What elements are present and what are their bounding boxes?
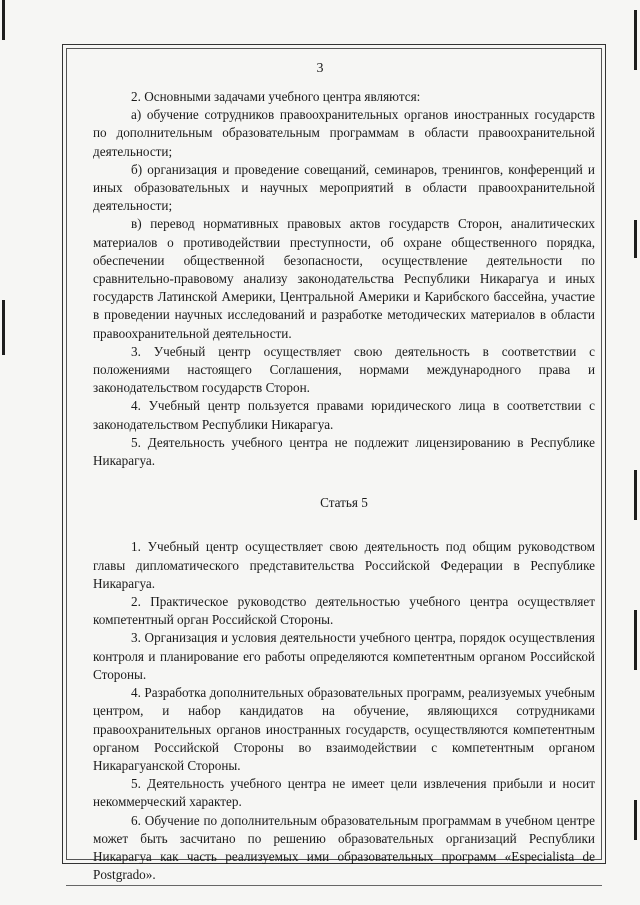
scan-edge-mark bbox=[634, 800, 637, 840]
paragraph: б) организация и проведение совещаний, семинаров, тренингов, конференций и иных образовательных и научных мероприятий в области правоохранительной деятельности; bbox=[93, 161, 595, 214]
paragraph: 6. Обучение по дополнительным образовательным программам в учебном центре может быть засчитано по решению образовательных организаций Республики Никарагуа как часть реализуемых ими образовательных программ «Especialista de Postgrado». bbox=[93, 812, 595, 883]
paragraph: 2. Практическое руководство деятельностью учебного центра осуществляет компетентный орган Российской Стороны. bbox=[93, 594, 595, 628]
paragraph: в) перевод нормативных правовых актов государств Сторон, аналитических материалов о противодействии преступности, об охране общественного порядка, обеспечении общественной безопасности, осуществление деятельности по сравнительно-правовому анализу законодательства Республики Никарагуа и иных государств Латинской Америки, Центральной Америки и Карибского бассейна, участие в проведении научных исследований и разработке методических материалов в области правоохранительной деятельности. bbox=[93, 216, 595, 341]
page-bottom-line bbox=[66, 885, 602, 886]
paragraph: 3. Учебный центр осуществляет свою деятельность в соответствии с положениями настоящего Соглашения, нормами международного права и законодательством государств Сторон. bbox=[93, 343, 595, 396]
paragraph: 5. Деятельность учебного центра не подлежит лицензированию в Республике Никарагуа. bbox=[93, 434, 595, 469]
scan-edge-mark bbox=[634, 610, 637, 670]
paragraph: 5. Деятельность учебного центра не имеет цели извлечения прибыли и носит некоммерческий характер. bbox=[93, 776, 595, 810]
scan-edge-mark bbox=[634, 220, 637, 258]
paragraph: 1. Учебный центр осуществляет свою деятельность под общим руководством главы дипломатического представительства Российской Федерации в Республике Никарагуа. bbox=[93, 539, 595, 591]
paragraph: 2. Основными задачами учебного центра являются: bbox=[131, 89, 421, 104]
paragraph: 4. Разработка дополнительных образовательных программ, реализуемых учебным центром, и набор кандидатов на обучение, являющихся сотрудниками правоохранительных органов иностранных государств, осуществляются компетентным органом Российской Стороны во взаимодействии с компетентным органом Никарагуанской Стороны. bbox=[93, 685, 595, 773]
paragraph: 4. Учебный центр пользуется правами юридического лица в соответствии с законодательством Республики Никарагуа. bbox=[93, 398, 595, 432]
scan-edge-mark bbox=[2, 0, 5, 40]
page-number: 3 bbox=[316, 61, 324, 76]
article-heading: Статья 5 bbox=[320, 495, 368, 511]
document-body bbox=[93, 88, 595, 884]
scan-edge-mark bbox=[634, 470, 637, 520]
paragraph: а) обучение сотрудников правоохранительных органов иностранных государств по дополнительным образовательным программам в области правоохранительной деятельности; bbox=[93, 107, 595, 159]
scan-edge-mark bbox=[2, 300, 5, 355]
paragraph: 3. Организация и условия деятельности учебного центра, порядок осуществления контроля и планирование его работы определяются компетентным органом Российской Стороны. bbox=[93, 630, 595, 682]
